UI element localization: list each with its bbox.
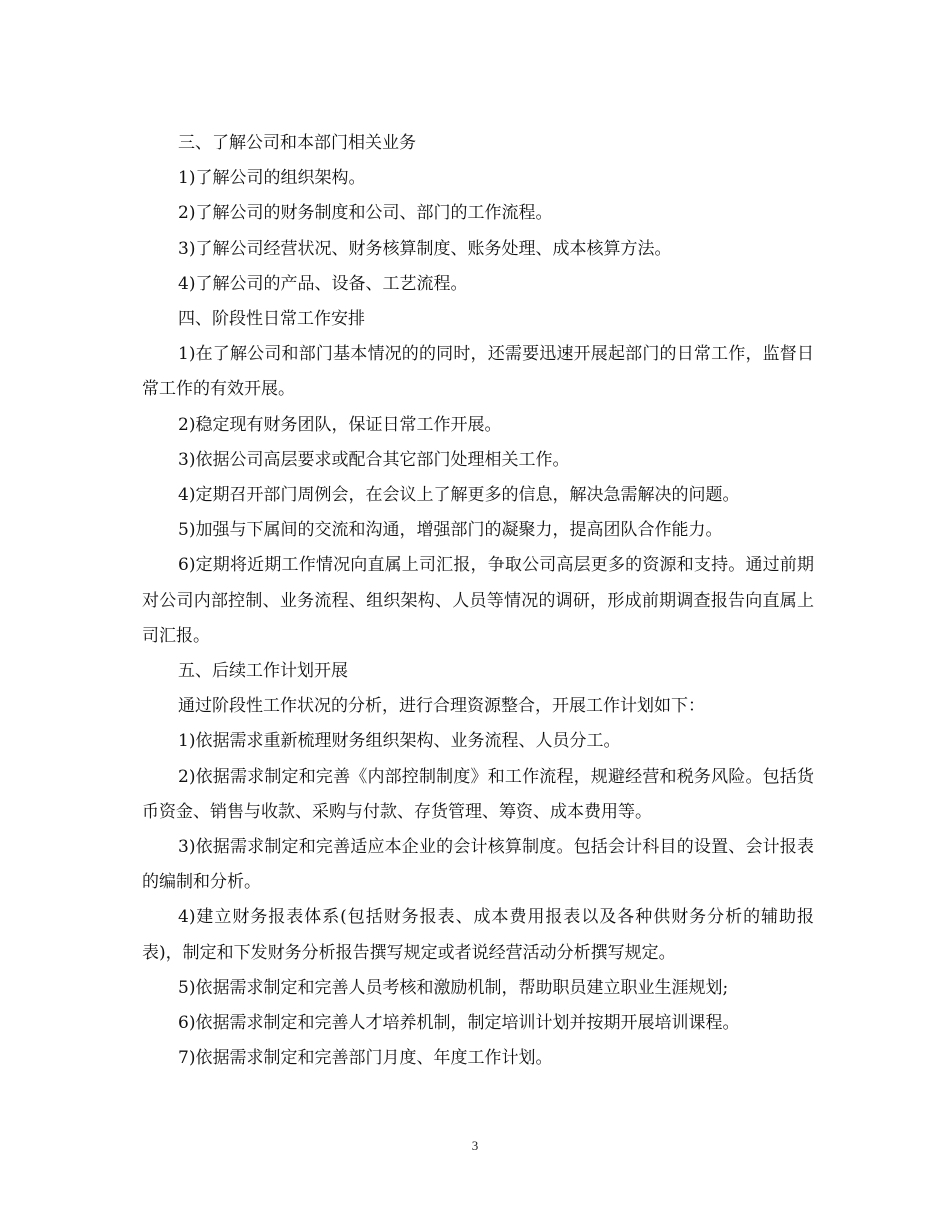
paragraph: 7)依据需求制定和完善部门月度、年度工作计划。 bbox=[178, 1048, 553, 1069]
paragraph: 4)定期召开部门周例会，在会议上了解更多的信息，解决急需解决的问题。 bbox=[178, 485, 740, 506]
paragraph: 1)了解公司的组织架构。 bbox=[178, 168, 366, 189]
paragraph: 2)依据需求制定和完善《内部控制制度》和工作流程，规避经营和税务风险。包括货币资金、销售与收款、采购与付款、存货管理、筹资、成本费用等。 bbox=[142, 766, 814, 822]
paragraph: 4)建立财务报表体系(包括财务报表、成本费用报表以及各种供财务分析的辅助报表)，制定和下发财务分析报告撰写规定或者说经营活动分析撰写规定。 bbox=[142, 907, 814, 963]
paragraph: 1)依据需求重新梳理财务组织架构、业务流程、人员分工。 bbox=[178, 731, 621, 752]
page-number: 3 bbox=[471, 1138, 479, 1153]
section-heading: 四、阶段性日常工作安排 bbox=[178, 309, 365, 330]
paragraph: 2)了解公司的财务制度和公司、部门的工作流程。 bbox=[178, 203, 553, 224]
paragraph: 6)依据需求制定和完善人才培养机制，制定培训计划并按期开展培训课程。 bbox=[178, 1013, 740, 1034]
paragraph: 5)依据需求制定和完善人员考核和激励机制，帮助职员建立职业生涯规划; bbox=[178, 977, 729, 998]
paragraph: 3)依据需求制定和完善适应本企业的会计核算制度。包括会计科目的设置、会计报表的编制和分析。 bbox=[142, 837, 814, 893]
paragraph: 3)依据公司高层要求或配合其它部门处理相关工作。 bbox=[178, 449, 570, 470]
section-heading: 三、了解公司和本部门相关业务 bbox=[178, 133, 416, 153]
paragraph: 4)了解公司的产品、设备、工艺流程。 bbox=[178, 273, 468, 294]
paragraph: 1)在了解公司和部门基本情况的的同时，还需要迅速开展起部门的日常工作，监督日常工作的有效开展。 bbox=[142, 344, 814, 400]
paragraph: 6)定期将近期工作情况向直属上司汇报，争取公司高层更多的资源和支持。通过前期对公司内部控制、业务流程、组织架构、人员等情况的调研，形成前期调查报告向直属上司汇报。 bbox=[142, 555, 814, 646]
paragraph: 3)了解公司经营状况、财务核算制度、账务处理、成本核算方法。 bbox=[178, 238, 672, 259]
paragraph: 2)稳定现有财务团队，保证日常工作开展。 bbox=[178, 414, 502, 435]
paragraph: 5)加强与下属间的交流和沟通，增强部门的凝聚力，提高团队合作能力。 bbox=[178, 520, 723, 541]
section-heading: 五、后续工作计划开展 bbox=[178, 661, 348, 682]
document-body bbox=[142, 126, 814, 1076]
paragraph: 通过阶段性工作状况的分析，进行合理资源整合，开展工作计划如下： bbox=[178, 696, 705, 717]
